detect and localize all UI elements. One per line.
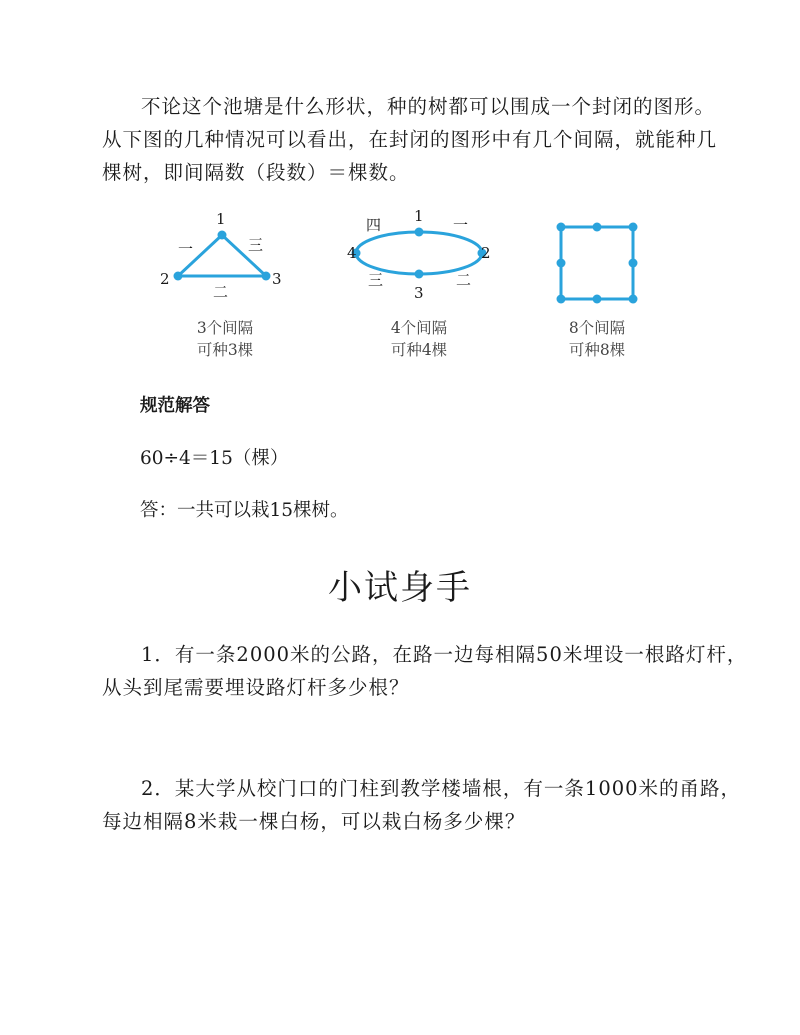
tree-point: [218, 231, 227, 240]
tree-point: [629, 223, 638, 232]
square-outline: [561, 227, 633, 299]
figure-caption: 8个间隔: [568, 319, 626, 337]
figure-triangle: [150, 200, 300, 365]
figure-caption: 3个间隔: [196, 319, 254, 337]
intro-line: 从下图的几种情况可以看出，在封闭的图形中有几个间隔，就能种几: [102, 128, 718, 151]
tree-point: [415, 228, 424, 237]
practice-question-2: [102, 772, 742, 838]
solution-answer: 答：一共可以栽15棵树。: [140, 500, 349, 521]
segment-label: 一: [453, 216, 469, 234]
intro-line: 棵树，即间隔数（段数）＝棵数。: [102, 161, 410, 184]
tree-point: [629, 295, 638, 304]
segment-label: 二: [456, 271, 472, 289]
figure-caption: 可种3棵: [196, 341, 254, 359]
question-line: 2．某大学从校门口的门柱到教学楼墙根，有一条1000米的甬路，: [141, 777, 742, 800]
point-label: 3: [414, 284, 424, 302]
point-label: 1: [414, 207, 424, 225]
intro-line: 不论这个池塘是什么形状，种的树都可以围成一个封闭的图形。: [141, 95, 716, 118]
point-label: 4: [347, 244, 357, 262]
point-label: 1: [216, 210, 226, 228]
figure-caption: 可种4棵: [390, 341, 448, 359]
intro-paragraph: [102, 90, 722, 189]
tree-point: [415, 270, 424, 279]
figure-caption: 可种8棵: [568, 341, 626, 359]
solution-calculation: 60÷4＝15（棵）: [140, 448, 289, 469]
figure-caption: 4个间隔: [390, 319, 448, 337]
tree-point: [557, 259, 566, 268]
tree-point: [557, 223, 566, 232]
tree-point: [174, 272, 183, 281]
tree-point: [262, 272, 271, 281]
question-line: 从头到尾需要埋设路灯杆多少根？: [102, 676, 410, 699]
figure-square: [535, 200, 665, 365]
ellipse-outline: [356, 232, 482, 274]
section-title: 小试身手: [328, 568, 472, 608]
figure-ellipse: [338, 200, 503, 365]
segment-label: 三: [248, 236, 264, 254]
tree-point: [629, 259, 638, 268]
segment-label: 一: [178, 240, 194, 258]
tree-point: [557, 295, 566, 304]
question-line: 1．有一条2000米的公路，在路一边每相隔50米埋设一根路灯杆，: [141, 643, 748, 666]
solution-heading: 规范解答: [140, 396, 210, 416]
question-line: 每边相隔8米栽一棵白杨，可以栽白杨多少棵？: [102, 810, 526, 833]
tree-point: [593, 223, 602, 232]
segment-label: 三: [368, 271, 384, 289]
segment-label: 四: [366, 216, 382, 234]
tree-point: [593, 295, 602, 304]
point-label: 2: [160, 270, 170, 288]
point-label: 3: [272, 270, 282, 288]
point-label: 2: [481, 244, 491, 262]
segment-label: 二: [213, 283, 229, 301]
practice-question-1: [102, 638, 748, 704]
